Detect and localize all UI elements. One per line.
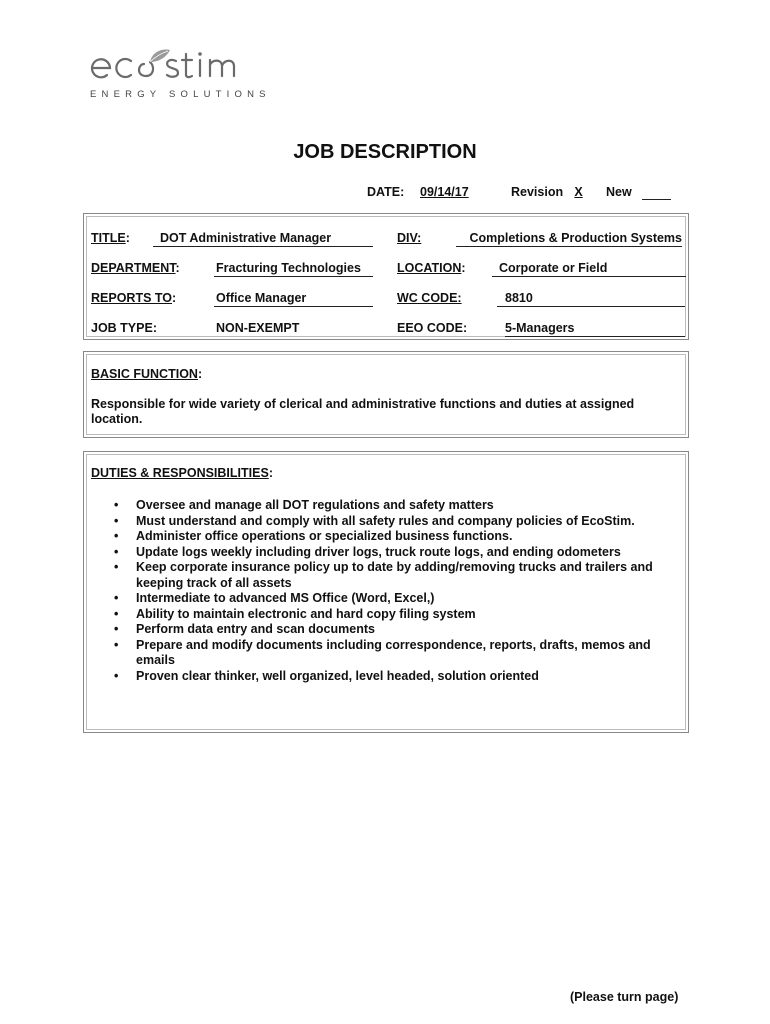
wc-field	[497, 291, 685, 307]
footer-note: (Please turn page)	[570, 990, 679, 1004]
duty-item	[91, 545, 681, 561]
duty-text: Keep corporate insurance policy up to date by adding/removing trucks and trailers and	[136, 560, 653, 574]
eeo-field	[505, 321, 685, 337]
location-label: LOCATION	[397, 261, 462, 275]
duty-item	[91, 669, 681, 685]
duty-item	[91, 607, 681, 623]
basic-function-heading: BASIC FUNCTION	[91, 367, 198, 381]
duty-text: Administer office operations or specialized business functions.	[136, 529, 513, 543]
duty-item	[91, 529, 681, 545]
department-label-row: DEPARTMENT:	[91, 261, 180, 275]
title-value: DOT Administrative Manager	[160, 231, 332, 245]
div-field	[456, 231, 682, 247]
location-value: Corporate or Field	[499, 261, 608, 275]
date-label: DATE:	[367, 185, 405, 199]
duty-text: keeping track of all assets	[136, 575, 292, 590]
date-value: 09/14/17	[420, 185, 469, 199]
duty-item	[91, 638, 681, 654]
duty-item-continuation	[91, 653, 681, 669]
bullet-icon: •	[114, 513, 119, 528]
duty-item	[91, 622, 681, 638]
bullet-icon: •	[114, 606, 119, 621]
bullet-icon: •	[114, 560, 119, 574]
eeo-label: EEO CODE:	[397, 321, 468, 335]
reports-label-row: REPORTS TO:	[91, 291, 177, 305]
bullet-icon: •	[114, 637, 119, 652]
revision-mark: X	[574, 185, 583, 199]
basic-function-line-2: location.	[91, 412, 143, 426]
reports-value: Office Manager	[216, 291, 307, 305]
bullet-icon: •	[114, 529, 119, 543]
bullet-icon: •	[114, 544, 119, 559]
duties-heading: DUTIES & RESPONSIBILITIES	[91, 466, 269, 480]
bullet-icon: •	[114, 622, 119, 636]
new-mark-line	[642, 199, 671, 200]
duty-text: Intermediate to advanced MS Office (Word, Excel,)	[136, 591, 435, 605]
duty-text: Must understand and comply with all safety rules and company policies of EcoStim.	[136, 513, 635, 528]
duty-text: Prepare and modify documents including correspondence, reports, drafts, memos and	[136, 637, 651, 652]
title-label: TITLE	[91, 231, 126, 245]
duty-text: Oversee and manage all DOT regulations and safety matters	[136, 498, 494, 512]
duty-item	[91, 560, 681, 576]
logo-tagline: ENERGY SOLUTIONS	[90, 89, 271, 100]
div-label: DIV:	[397, 231, 422, 245]
duty-text: Perform data entry and scan documents	[136, 622, 375, 636]
location-label-row: LOCATION:	[397, 261, 466, 275]
eeo-value: 5-Managers	[505, 321, 575, 335]
department-value: Fracturing Technologies	[216, 261, 361, 275]
jobtype-label: JOB TYPE:	[91, 321, 157, 335]
duty-item	[91, 591, 681, 607]
duties-heading-row: DUTIES & RESPONSIBILITIES:	[91, 466, 273, 480]
document-title	[0, 141, 770, 164]
div-value: Completions & Production Systems	[469, 231, 682, 245]
bullet-icon: •	[114, 498, 119, 512]
department-label: DEPARTMENT	[91, 261, 176, 275]
revision-label: Revision	[511, 185, 564, 199]
reports-label: REPORTS TO	[91, 291, 173, 305]
duties-list	[91, 498, 681, 684]
title-field	[153, 231, 373, 247]
department-field	[214, 261, 373, 277]
bullet-icon: •	[114, 591, 119, 605]
duty-item-continuation	[91, 576, 681, 592]
duty-text: Proven clear thinker, well organized, level headed, solution oriented	[136, 668, 539, 683]
duty-text: Update logs weekly including driver logs, truck route logs, and ending odometers	[136, 544, 621, 559]
duty-item	[91, 498, 681, 514]
new-label: New	[606, 185, 632, 199]
basic-function-heading-row: BASIC FUNCTION:	[91, 367, 203, 381]
wc-label: WC CODE:	[397, 291, 462, 305]
basic-function-text	[91, 397, 676, 427]
reports-field	[214, 291, 373, 307]
title-label-row: TITLE:	[91, 231, 130, 245]
wc-value: 8810	[505, 291, 533, 305]
duty-text: Ability to maintain electronic and hard copy filing system	[136, 606, 476, 621]
basic-function-line-1: Responsible for wide variety of clerical and administrative functions and duties at assigned	[91, 397, 635, 411]
jobtype-value: NON-EXEMPT	[216, 321, 300, 335]
document-title-text: JOB DESCRIPTION	[293, 141, 477, 163]
location-field	[492, 261, 686, 277]
bullet-icon: •	[114, 668, 119, 683]
duty-text: emails	[136, 653, 175, 667]
duty-item	[91, 514, 681, 530]
